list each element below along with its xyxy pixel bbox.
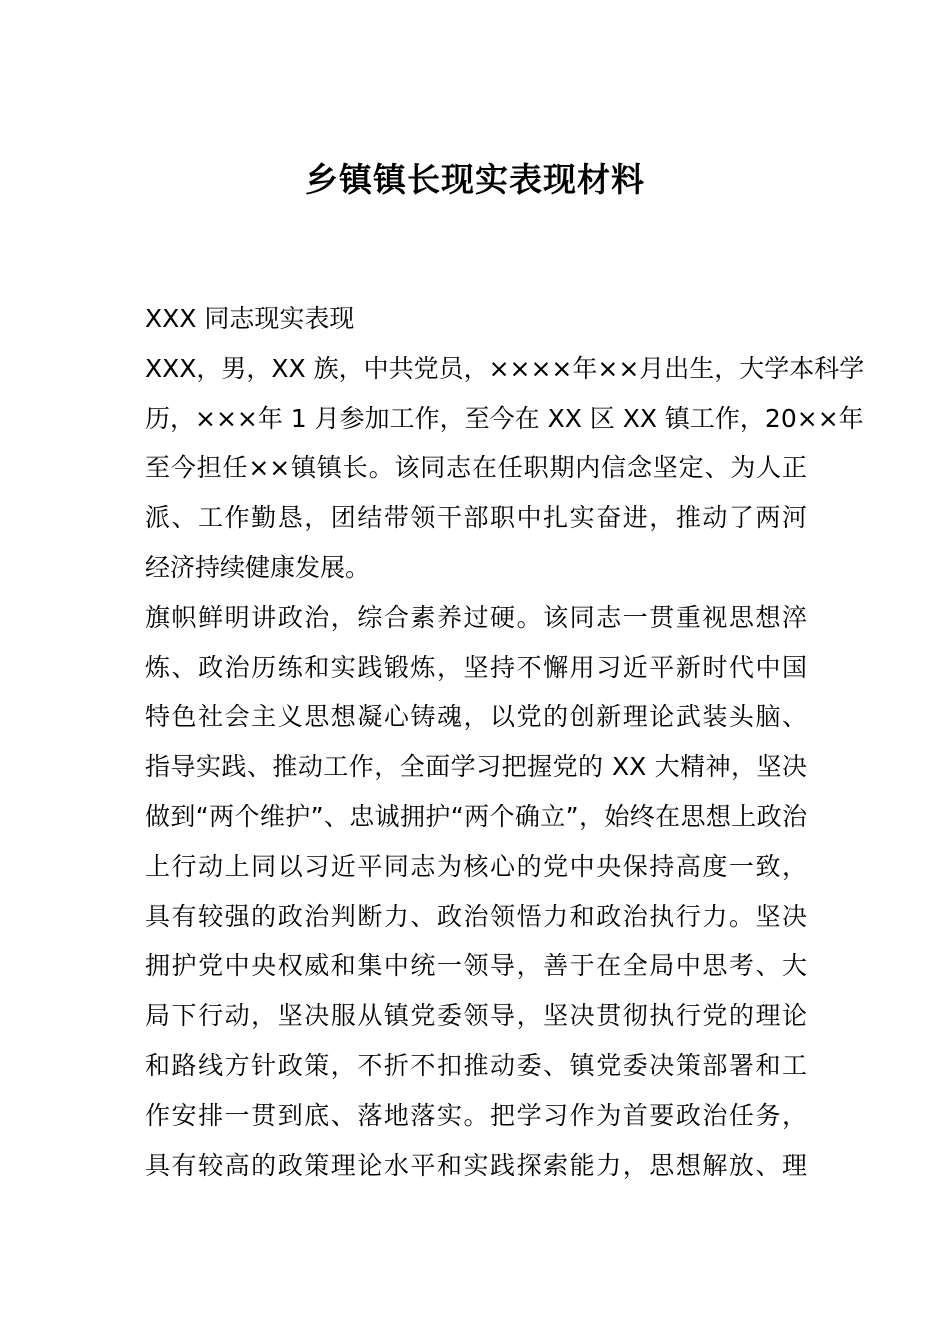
document-body (145, 294, 865, 1190)
text-line: 特色社会主义思想凝心铸魂，以党的创新理论武装头脑、 (145, 702, 807, 732)
text-line: 作安排一贯到底、落地落实。把学习作为首要政治任务， (145, 1100, 807, 1130)
text-line: 和路线方针政策，不折不扣推动委、镇党委决策部署和工 (145, 1050, 807, 1080)
text-line: 旗帜鲜明讲政治，综合素养过硬。该同志一贯重视思想淬 (145, 602, 807, 632)
text-line: 经济持续健康发展。 (145, 552, 371, 582)
text-line: 具有较高的政策理论水平和实践探索能力，思想解放、理 (145, 1150, 807, 1180)
text-line: 至今担任××镇镇长。该同志在任职期内信念坚定、为人正 (145, 453, 807, 483)
text-line: 上行动上同以习近平同志为核心的党中央保持高度一致， (145, 851, 807, 881)
text-line: 具有较强的政治判断力、政治领悟力和政治执行力。坚决 (145, 901, 807, 931)
text-line: 拥护党中央权威和集中统一领导，善于在全局中思考、大 (145, 951, 807, 981)
text-line: XXX，男，XX 族，中共党员，××××年××月出生，大学本科学 (145, 353, 865, 383)
text-line: 做到“两个维护”、忠诚拥护“两个确立”，始终在思想上政治 (145, 801, 807, 831)
text-line: 历，×××年 1 月参加工作，至今在 XX 区 XX 镇工作，20××年 (145, 403, 864, 433)
text-line: 局下行动，坚决服从镇党委领导，坚决贯彻执行党的理论 (145, 1001, 807, 1031)
subtitle-line: XXX 同志现实表现 (145, 304, 355, 333)
text-line: 炼、政治历练和实践锻炼，坚持不懈用习近平新时代中国 (145, 652, 807, 682)
text-line: 指导实践、推动工作，全面学习把握党的 XX 大精神，坚决 (145, 752, 807, 782)
document-title: 乡镇镇长现实表现材料 (305, 160, 645, 199)
text-line: 派、工作勤恳，团结带领干部职中扎实奋进，推动了两河 (145, 503, 807, 533)
